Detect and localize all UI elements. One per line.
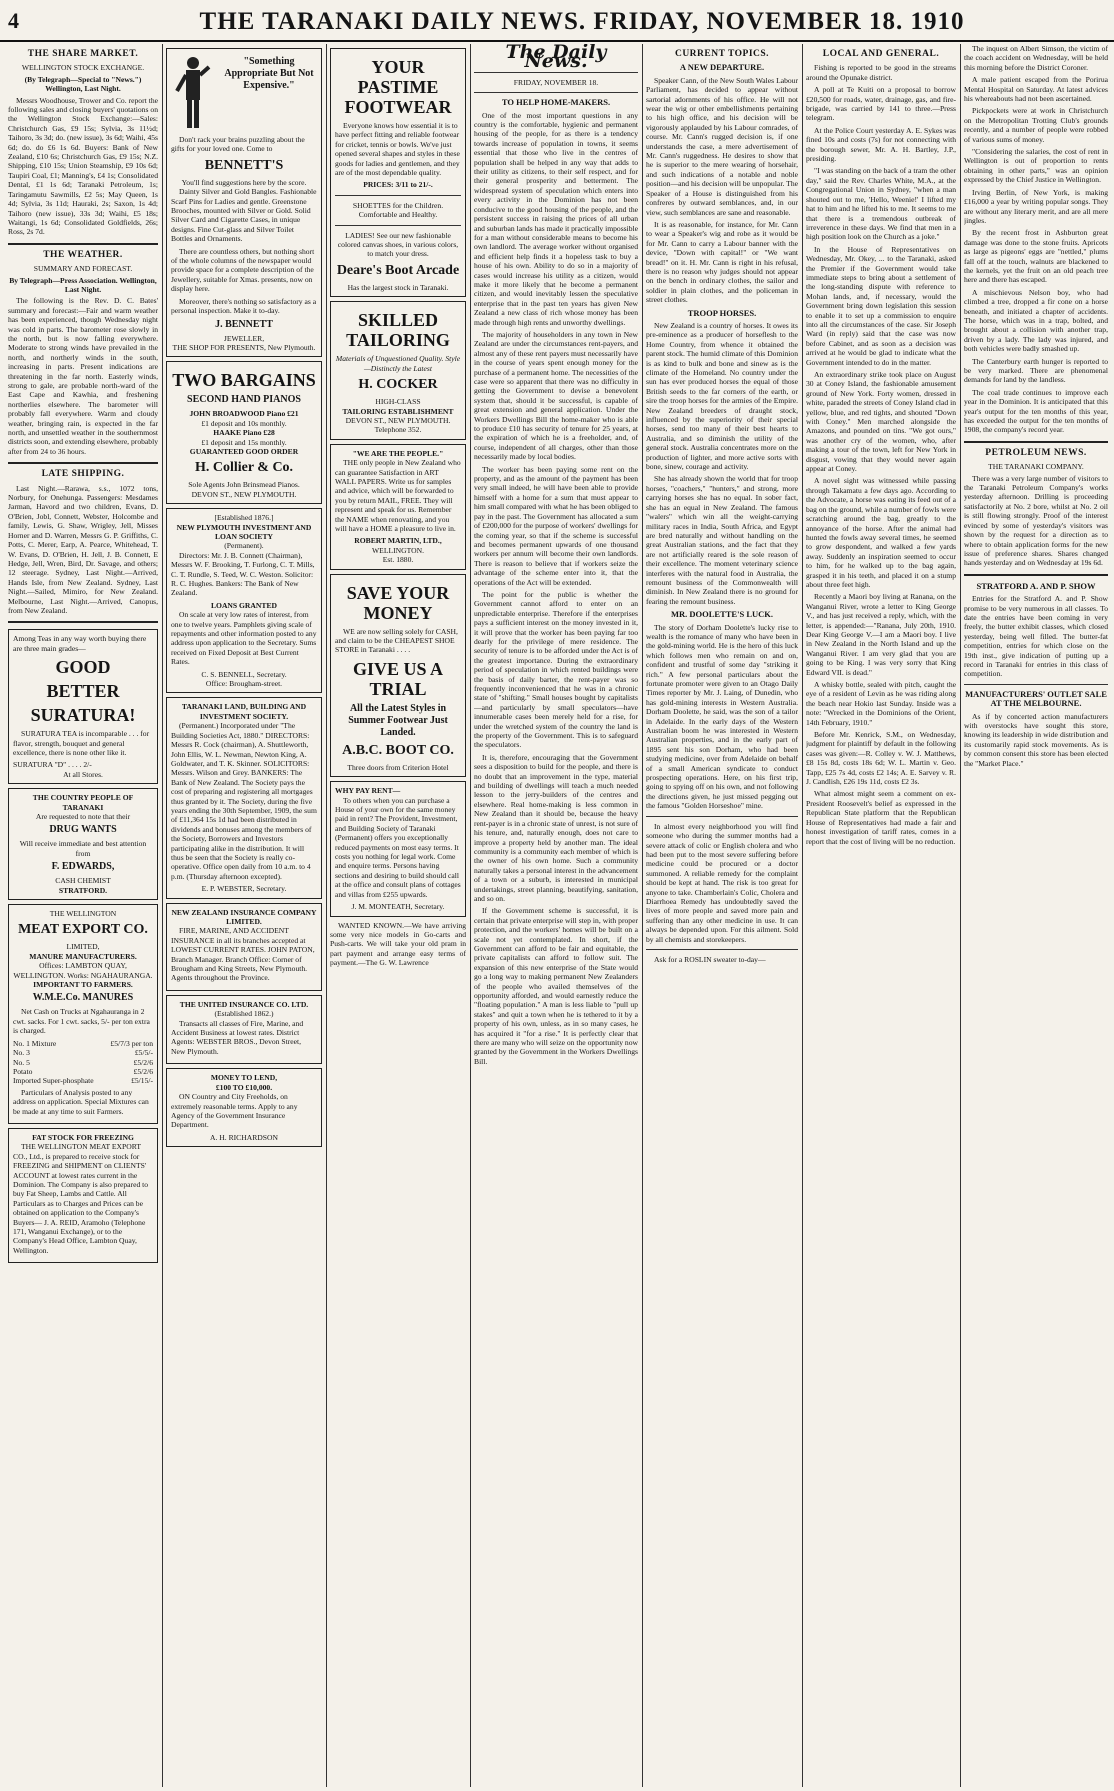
news-paragraph: A novel sight was witnessed while passing through Takamatu a few days ago. According to the Advocate, a horse was eating its feed out of a bag on the ground, while a number of fowls were scratching around the bag, greatly to the annoyance of the horse. After the animal had hunted the fowls away several times, he seemed to grow despondent, and walked a few yards away. Suddenly an inspiration seemed to occur to him, for he walked up to the bag again, grasped it in his teeth, and placed it on a stump about three feet high. <box>806 476 956 589</box>
news-paragraph: Recently a Maori boy living at Ranana, on the Wanganui River, wrote a letter to King George V., and has just received a reply, which, with the letter, is appended:—"Ranana, July 20th, 1910. Dear King George V.—I am a Maori boy. I live in New Zealand in the North Island and up the Wanganui River. I am very glad that you are going to be King. I was very sorry that King Edward VII. is dead." <box>806 592 956 677</box>
bennett-visit: Moreover, there's nothing so satisfactory as a personal inspection. Make it to-day. <box>171 296 317 316</box>
share-market-body: Messrs Woodhouse, Trower and Co. report the following sales and closing buyers' quotations on the Wellington Stock Exchange:—Sales: Christchurch Gas, £9 15s; Sylvia, 3s 11½d; Taihoro, 3s 3d; do. (new issue), 3s 6d; Waihi, 45s 6d; do. do £6 1s 6d. Buyers: Bank of New Zealand, £10 6s; Christchurch Gas, £9 15s; N.Z. Shipping, £10 15s; Union Steamship, £9 10s 6d; Taupiri Coal, £1; Manning's, £4 1s; Consolidated Dental, £1 1s 6d; Taranaki Petroleum, 1s; Taringamutu Sawmills, £2 5s; May Queen, 1s 4d; Sylvia, 3s 11d; Hauraki, 2s; Saxon, 1s 4d; Taihoro (new issue), 33s 3d; Waihi, £5 18s; Waitangi, 1s 6d; Consolidated Goldfields, 26s; Ross, 2s 7d. <box>8 95 158 237</box>
news-paragraph: A whisky bottle, sealed with pitch, caught the eye of a resident of Levin as he was riding along the beach near Hokio last Sunday. Inside was a note: "Wrecked in the Dominions of the Orient, 14th February, 1910." <box>806 680 956 727</box>
shipping-heading: LATE SHIPPING. <box>41 469 125 480</box>
robert-martin-ad <box>330 444 466 570</box>
save-title: SAVE YOUR MONEY <box>346 582 450 623</box>
column-4 <box>474 44 638 1787</box>
weather-subheading: SUMMARY AND FORECAST. <box>33 264 133 274</box>
editorial-heading: TO HELP HOME-MAKERS. <box>501 97 611 108</box>
sale-heading: MANUFACTURERS' OUTLET SALE AT THE MELBOURNE. <box>965 688 1107 709</box>
editorial-paragraph: The worker has been paying some rent on the property, and as the amount of the payment has been very small indeed, he will have been able to provide himself with a home for a sum that must appear to him small compared with what he has been obliged to pay in the past. The Government has allocated a sum of £200,000 for the purpose of workers' dwellings for the coming year, so that if the scheme is successful and becomes permanent upwards of one thousand workers per annum will become their own landlords. There is reason to believe that if workers seize the advantage of the scheme enter into it, that the operations of the Act will be extended. <box>474 464 638 587</box>
deare-stock: Has the largest stock in Taranaki. <box>347 282 449 292</box>
local-general-heading: LOCAL AND GENERAL. <box>822 49 940 59</box>
footwear-shoettes: SHOETTES for the Children. Comfortable and Healthy. <box>352 200 444 220</box>
rm-name: ROBERT MARTIN, LTD., <box>354 536 442 546</box>
column-1 <box>8 44 158 1787</box>
npis-loans-body: On scale at very low rates of interest, from one to twelve years. Pamphlets giving scale of repayments and other information posted to any address upon application to the Secretary. Sums received on Fixed Deposit at Best Current Rates. <box>171 610 317 667</box>
current-topics-heading: CURRENT TOPICS. <box>674 49 770 59</box>
money-body: ON Country and City Freeholds, on extremely reasonable terms. Apply to any Agency of the Government Insurance Department. <box>171 1092 298 1130</box>
piano-sub: SECOND HAND PIANOS <box>187 394 301 406</box>
news-paragraph: What almost might seem a comment on ex-President Roosevelt's belief as expressed in the Republican State platform that the Republican House of Representatives had made a fair and honest investigation of tariff rates, comes in a report that the cost of living will be no reduction. <box>806 789 956 846</box>
share-market-dateline: (By Telegraph—Special to "News.") Wellington, Last Night. <box>24 74 142 94</box>
sale-body: As if by concerted action manufacturers with overstocks have sought this store, knowing its leadership in wide distribution and its customarily rapid stock movements. As is by common consent this store has been elected the "Market Place." <box>964 711 1108 768</box>
npis-permanent: (Permanent). <box>224 541 264 551</box>
topic-paragraph: In almost every neighborhood you will find someone who during the summer months had a severe attack of colic or English cholera and who had been put to the most severe suffering before medicine could be procured or a doctor summoned. A reliable remedy for the complaint should be kept at hand. The risk is too great for anyone to take. Chamberlain's Colic, Cholera and Diarrhoea Remedy has undoubtedly saved the lives of more people and saved more pain and suffering than any other medicine in use. It can always be depended upon. For this ailment. Sold by all chemists and storekeepers. <box>646 821 798 944</box>
column-rule <box>470 44 471 1787</box>
meat-prices: Net Cash on Trucks at Ngahauranga in 2 cwt. sacks. For 1 cwt. sacks, 5/- per ton extra is charged. <box>13 1007 150 1036</box>
divider <box>335 195 461 196</box>
abc-name: A.B.C. BOOT CO. <box>342 742 454 758</box>
suratura-stores: At all Stores. <box>63 769 103 779</box>
masthead <box>0 0 1114 42</box>
topic-paragraph: Speaker Cann, of the New South Wales Labour Parliament, has decided to appear without sartorial adornments of his office. He will not wear the wig or other embellishments pertaining to his high office, and his decision will be vigorously applauded by his Labour comrades, of course. Mr. Cann's rugged decision is, if one understands the case, a mere advertisement of Mr. Cann's ruggedness. He desires to show that he is superior to the mere wearing of horsehair, and such indications of a notable and noble position—and his decision will be unpopular. The Speaker of a House is distinguished from his confreres by outward semblances, and, in our view, such semblances are sane and reasonable. <box>646 75 798 217</box>
suratura-ad <box>8 629 158 784</box>
bennett-find: You'll find suggestions here by the score. <box>181 177 307 187</box>
money-title: MONEY TO LEND, <box>210 1073 278 1083</box>
petroleum-body: There was a very large number of visitors to the Taranaki Petroleum Company's works yesterday afternoon. Drilling is proceeding satisfactorily at No. 2 bore, whilst at No. 2 oil is still flowing strongly. Proof of the interest evinced by some of yesterday's visitors was shown by the request for a direction as to where to obtain application forms for the new issue of preference shares. Shares changed hands yesterday and on Wednesday at 19s 6d. <box>964 473 1108 568</box>
news-paragraph: The inquest on Albert Simson, the victim of the coach accident on Wednesday, will be held this morning before the District Coroner. <box>964 44 1108 72</box>
tlbi-title: TARANAKI LAND, BUILDING AND INVESTMENT SOCIETY. <box>181 702 307 721</box>
show-heading: STRATFORD A. AND P. SHOW <box>976 580 1096 591</box>
news-paragraph: By the recent frost in Ashburton great damage was done to the stone fruits. Apricots as large as pigeons' eggs are "nettled," plums fall off at the touch, walnuts are blackened to the kernels, yet the fruit on an old peach tree here and there has escaped. <box>964 228 1108 285</box>
man-figure-icon <box>171 53 215 131</box>
weather-dateline: By Telegraph—Press Association. Wellington, Last Night. <box>9 275 157 294</box>
bennett-name: BENNETT'S <box>204 157 284 173</box>
wanted-known: WANTED KNOWN.—We have arriving some very nice models in Go-carts and Push-carts. We will take your old pram in part payment and arrange easy terms of payment.—The G. W. Lawrence <box>330 920 466 968</box>
tailoring-title: SKILLED TAILORING <box>346 310 450 351</box>
fat-stock-title: FAT STOCK FOR FREEZING <box>32 1132 134 1142</box>
footwear-title: YOUR PASTIME FOOTWEAR <box>344 57 452 117</box>
weather-heading: THE WEATHER. <box>43 249 123 260</box>
united-insurance-ad <box>166 995 322 1064</box>
editorial-paragraph: If the Government scheme is successful, it is certain that private enterprise will step in, with proper protection, and the workers' homes will be built on a scale not yet contemplated. In short, if the Government can afford to be fair and equitable, the private capitalists can afford to follow suit. The expansion of this new enterprise of the State would go a long way to making permanent New Zealanders of the people who availed themselves of the opportunity afforded, and would earnestly reduce the "floating population." A man is less liable to "pull up stakes" and quit a town when he is tethered to it by a property of his own, unless, as in so many cases, he has acquired it "for a rise." It is perfectly clear that there are many who will seize on the opportunity now granted by the Government in the Workers Dwellings Bill. <box>474 906 638 1066</box>
news-paragraph: "Considering the salaries, the cost of rent in Wellington is out of proportion to rents obtaining in other parts," was an opinion expressed by the Chief Justice in Wellington. <box>964 147 1108 185</box>
edwards-town: STRATFORD. <box>58 885 108 895</box>
petroleum-subheading: THE TARANAKI COMPANY. <box>988 462 1084 472</box>
tailoring-body: Materials of Unquestioned Quality. Style—Distinctly the Latest <box>335 354 461 373</box>
cocker-name: H. COCKER <box>358 377 438 393</box>
money-range: £100 TO £10,000. <box>215 1082 273 1092</box>
bennett-slogan: "Something Appropriate But Not Expensive." <box>224 56 314 91</box>
edwards-drug-wants: DRUG WANTS <box>49 824 117 836</box>
npis-loans: LOANS GRANTED <box>210 600 278 610</box>
show-body: Entries for the Stratford A. and P. Show promise to be very numerous in all classes. To date the entries have been coming in very freely, the butter exhibit classes, which closed yesterday, being well filled. The butter-fat competition, entries for which close on the 19th inst., give indication of putting up a record in Taranaki for entries in this class of competition. <box>964 594 1108 679</box>
bennett-signature-3: THE SHOP FOR PRESENTS, New Plymouth. <box>172 342 316 352</box>
editorial-paragraph: The point for the public is whether the Government cannot afford to enter on an unpredictable enterprise. Therefore if the enterprises pays a sufficient interest on the money invested in it, it will prove that the worker has been paying far too dearly for the privilege of mere residence. The security of tenure is to be afforded under the Act is of the greatest importance. During the extraordinary period of speculation in which rented buildings were the basis of daily barter, the rent-payer was so frequently inconvenienced that he was in a chronic state of "shifting." Small houses bought by capitalists—and particularly by small speculators—have innumerable cases been merely held for a rise, for under the wretched system of the country the land is the property of the Government. This is to safeguard the speculators. <box>474 589 638 750</box>
rent-ad <box>330 781 466 916</box>
npis-body: Directors: Mr. J. B. Connett (Chairman), Messrs W. F. Brooking, T. Furlong, C. T. Mills, C. T. Rundle, S. Teed, W. C. Weston. Solicitor: R. C. Hughes. Bankers: The Bank of New Zealand. <box>171 550 315 598</box>
bennett-more: There are countless others, but nothing short of the whole columns of the newspaper would provide space for a complete description of the Jewellery, suitable for Xmas. presents, now on display here. <box>171 246 315 294</box>
column-7 <box>964 44 1108 1787</box>
column-2 <box>166 44 322 1787</box>
list-item: No. 5 £5/2/6 <box>13 1057 153 1067</box>
list-item: No. 3 £5/5/- <box>13 1048 153 1058</box>
column-5 <box>646 44 798 1787</box>
divider <box>646 949 798 950</box>
save-body: WE are now selling solely for CASH, and claim to be the CHEAPEST SHOE STORE in Taranaki . . . . <box>335 626 458 655</box>
petroleum-heading: PETROLEUM NEWS. <box>985 447 1087 458</box>
news-paragraph: Irving Berlin, of New York, is making £16,000 a year by writing popular songs. They are without any literary merit, and are all mere jingles. <box>964 187 1108 225</box>
editorial-date: FRIDAY, NOVEMBER 18. <box>513 77 599 87</box>
divider <box>964 574 1108 576</box>
suratura-better: BETTER <box>46 681 120 702</box>
divider <box>646 816 798 817</box>
news-paragraph: Fishing is reported to be good in the streams around the Opunake district. <box>806 63 956 82</box>
edwards-ad <box>8 788 158 900</box>
editorial-paragraph: The majority of householders in any town in New Zealand are under the circumstances rent-payers, and almost any of these rent payers must necessarily have in the course of years spent enough money for the purchase of a permanent home. The necessities of the case were so apparent that there was no difficulty in getting the Government to devise a benevolent system that, should it be successful, is capable of great extension and general application. Under the Workers Dwellings Bill the home-maker who is able to produce £10 has security of tenure for 25 years, at the expiration of which he is a freeholder, and, of course, independent of all charges, other than those necessarily made by local bodies. <box>474 329 638 462</box>
column-6 <box>806 44 956 1787</box>
topic-heading: MR. DOOLETTE'S LUCK. <box>670 609 774 620</box>
piano-2-deposit: £1 deposit and 15s monthly. <box>201 437 287 447</box>
page-number: 4 <box>8 8 19 33</box>
news-paragraph: In the House of Representatives on Wednesday, Mr. Okey, ... to the Taranaki, asked the Premier if the Government would take immediate steps to bring about a settlement of the long-standing dispute with reference to Mohan lands, and, if necessary, would the Government bring down legislation this session to enable it to set up a commission to enquire into all the circumstances of the case. Sir Joseph Ward (in reply) said that the case was now before Cabinet, and as soon as a decision was arrived at he would be glad to indicate what the Government intended to do in the matter. <box>806 244 956 367</box>
bennett-signature: J. BENNETT <box>215 318 273 330</box>
shipping-body: Last Night.—Rarawa, s.s., 1072 tons, Norbury, for Onehunga. Passengers: Mesdames Jarman, Havord and two children, Evans, D. O'Brien, Jobl, Connett, Webster, Holcombe and family, Lewis, G. Shaw, Wrigley, Jell, Misses Horner and D. Warren, Messrs G. P. Griffiths, C. Potts, C. Merer, Earp, A. Pearce, Whitehead, T. W. Evans, D. O'Brien, H. Jell, J. B. Connett, E Hedge, Jell, Wren, Bird, Dr. Savage, and others; 12 steerage. Sydney, Last Night.—Arrived, Hands Isle, from New Zealand. Sydney, Last Night.—Sailed, Mimiro, for New Zealand. Melbourne, Last Night.—Arrived, Canopus, from New Zealand. <box>8 483 158 615</box>
nzi-title: NEW ZEALAND INSURANCE COMPANY LIMITED. <box>171 907 317 926</box>
cocker-address: DEVON ST., NEW PLYMOUTH. <box>345 415 451 425</box>
topic-paragraph: She has already shown the world that for troop horses, "coachers," "hunters," and strong, more carrying horses she has no equal. In sober fact, she has an equal in New Zealand. The famous "walers" which win all the weight-carrying military races in India, South Africa, and Egypt are bred naturally and without handling on the great Australian stations, and the fact that they are not artificially reared is the sole reason of their excellence. The moment veterinary science interferes with the natural food in Australia, the remount business of the Commonwealth will diminish. In New Zealand there is no ground for fearing the remount business. <box>646 474 798 606</box>
piano-1-deposit: £1 deposit and 10s monthly. <box>201 418 287 428</box>
list-item: Potato £5/2/6 <box>13 1066 153 1076</box>
news-paragraph: Pickpockets were at work in Christchurch on the Metropolitan Trotting Club's grounds recently, and a number of people were robbed of various sums of money. <box>964 106 1108 144</box>
deare-name: Deare's Boot Arcade <box>336 262 460 278</box>
column-rule <box>960 44 961 1787</box>
news-paragraph: Before Mr. Kenrick, S.M., on Wednesday, judgment for plaintiff by default in the following cases was given:—R. Colley v. W. J. Matthews, £8 15s 8d, costs 18s 6d; W. L. Martin v. Geo. Tapp, £25 7s 4d, costs £2 14s; A. E. Sarvey v. R. J. Candlish, £26 19s 11d, costs £2 3s. <box>806 730 956 787</box>
news-paragraph: The coal trade continues to improve each year in the Dominion. It is anticipated that this year's output for the ten months of this year, has exceeded the output for the ten months of 1908, the company's record year. <box>964 387 1108 435</box>
editorial-flag: The Daily News. <box>505 44 607 73</box>
divider <box>964 441 1108 443</box>
footwear-prices: PRICES: 3/11 to 21/-. <box>363 180 433 190</box>
news-paragraph: A mischievous Nelson boy, who had climbed a tree, dropped a fir cone on a horse beneath, and initiated a chapter of accidents. The horse, which was in a trap, bolted, and brought about a collision with another trap, driven by a lady. The lady was injured, and both vehicles were badly smashed up. <box>964 287 1108 354</box>
nzi-body: FIRE, MARINE, AND ACCIDENT INSURANCE in all its branches accepted at LOWEST CURRENT RATES. JOHN PATON, Branch Manager. Branch Office: Corner of Brougham and King Streets, New Plymouth. Agents throughout the Province. <box>171 926 315 983</box>
suratura-d-price: SURATURA "D" . . . . 2/- <box>13 760 92 770</box>
bennett-signature-2: JEWELLER, <box>223 333 265 343</box>
land-building-society-ad <box>166 697 322 898</box>
edwards-text-1: Are requested to note that their <box>35 812 131 821</box>
footwear-body: Everyone knows how essential it is to have perfect fitting and reliable footwear for cricket, tennis or bowls. We've just opened several shapes and styles in these goods for ladies and gentlemen, and they are of the most dependable quality. <box>335 121 460 178</box>
topic-heading: A NEW DEPARTURE. <box>679 62 765 73</box>
meat-ltd: LIMITED, <box>66 942 100 952</box>
column-rule <box>326 44 327 1787</box>
roslin-note: Ask for a ROSLIN sweater to-day— <box>654 954 766 964</box>
tlbi-body: (Permanent.) Incorporated under "The Building Societies Act, 1880." DIRECTORS: Messrs R. Cock (chairman), A. Shuttleworth, John Ellis, W. L. Newman, Newton King, A. Goldwater, and T. K. Skinner. SOLICITORS: Messrs. Wilson and Grey. BANKERS: The Bank of New Zealand. The Society pays the cost of preparing and registering all mortgages thus granted by it. The Society, during the five years ending the 30th September, 1909, the sum of £11,364 15s 1d had been distributed in dividends and bonuses among the members of the Society, Borrowers and Investors participating alike in the distribution. It will thus be seen that the Society is really co-operative. Office open daily from 10 a.m. to 4 p.m. (Thursday afternoon excepted). <box>171 721 317 881</box>
suratura-good: GOOD <box>55 657 111 678</box>
meat-price-list <box>13 1039 153 1086</box>
meat-name: MEAT EXPORT CO. <box>18 922 148 938</box>
share-market-subheading: WELLINGTON STOCK EXCHANGE. <box>21 63 145 73</box>
column-rule <box>642 44 643 1787</box>
divider <box>8 621 158 623</box>
edwards-heading: THE COUNTRY PEOPLE OF TARANAKI <box>32 793 134 812</box>
divider <box>964 684 1108 685</box>
rm-slogan: "WE ARE THE PEOPLE." <box>352 448 444 458</box>
weather-body: The following is the Rev. D. C. Bates' summary and forecast:—Fair and warm weather has been experienced, though Wednesday night was cold in parts. The barometer rose slowly in the north, but is now falling everywhere. Moderate to strong winds have prevailed in the north, and northerly winds in the south, increasing in parts. Present indications are threatening in the far north. Easterly winds, strong to gale, are probable north-ward of the East Cape and Kawhia, and freshening northerlies elsewhere. The barometer will probably fall everywhere. Warm and cloudy weather, bringing rain, is expected in the far north, and unsettled weather in the southernmost districts soon, and extending elsewhere, probably after from 24 to 36 hours. <box>8 296 158 456</box>
topic-paragraph: New Zealand is a country of horses. It owes its pre-eminence as a producer of horseflesh to the Home Country, from whence it obtained the parent stock. The humid climate of this Dominion is as kind to bulk and bone and sinew as is the climate of the Homeland. No country under the sun has ever produced horses the equal of those British seeds to the far corners of the earth, or sire the troop horses for the armies of the Empire. New Zealand breeders of draught stock, influenced by the superiority of their special horses, send too many of their best hearts to Australia, and so diminish the utility of the general stock. Australia concentrates more on the production of lighter, and more active sorts with bone, sinew, courage and activity. <box>646 320 798 472</box>
suratura-body: SURATURA TEA is incomparable . . . for flavor, strength, bouquet and general excellence, there is none other like it. <box>13 729 150 757</box>
give-title: GIVE US A TRIAL <box>352 658 444 699</box>
topic-paragraph: The story of Dorham Doolette's lucky rise to wealth is the romance of many who have been in the gold-mining world. He is the hero of this luck which follows men who remain on and on, confident and trustful of some day "striking it rich." A few personal particulars about the fortunate promoter were given to an Otago Daily Times reporter by Mr. J. Laing, of Dunedin, who has gold-mining interests in Western Australia. Dorham Doolette, he said, was the son of a tailor in Adelaide. In the early days of the Western Australian boom he was interested in Western Australian properties, and in the early part of 1895 sent his son Dorham, who had been studying medicine, over from Adelaide on behalf of a small American syndicate to conduct prospecting operations. Here, on his first trip, going to spying off on his own, and not following the directions given, he just missed pegging out the famous "Golden Horseshoe" mine. <box>646 622 798 811</box>
news-paragraph: At the Police Court yesterday A. E. Sykes was fined 10s and costs (7s) for not connecting with the borough sewer, Mr. A. H. Bartley, J.P., presiding. <box>806 125 956 164</box>
divider <box>474 92 638 93</box>
piano-1: JOHN BROADWOOD Piano £21 <box>189 409 299 419</box>
edwards-text-3: Will receive immediate and best attention from <box>19 839 147 858</box>
footwear-ladies: LADIES! See our new fashionable colored canvas shoes, in various colors, to match your dress. <box>337 230 459 259</box>
fat-stock-ad <box>8 1128 158 1263</box>
topic-heading: TROOP HORSES. <box>687 307 757 318</box>
give-body: All the Latest Styles in Summer Footwear Just Landed. <box>348 702 448 738</box>
piano-title: TWO BARGAINS <box>172 370 316 391</box>
edwards-role: CASH CHEMIST <box>55 876 111 886</box>
npis-secretary: C. S. BENNELL, Secretary. <box>201 669 287 679</box>
share-market-heading: THE SHARE MARKET. <box>27 49 139 59</box>
uic-established: (Established 1862.) <box>214 1009 274 1019</box>
tlbi-secretary: E. P. WEBSTER, Secretary. <box>201 884 287 894</box>
news-paragraph: "I was standing on the back of a tram the other day," said the Rev. Charles White, M.A., at the Congregational Union in Sydney, "when a man shouted out to me, 'Hello, Weenie!' I lifted my hat to him and he lifted his to me. It seems to me that there is a tremendous outbreak of irreverence in these days. We find that men in a high position look on the Church as a joke." <box>806 166 956 242</box>
money-to-lend-ad <box>166 1068 322 1147</box>
uic-body: Transacts all classes of Fire, Marine, and Accident Business at lowest rates. District Agents: WEBSTER BROS., Devon Street, New Plymouth. <box>171 1018 304 1056</box>
established: [Established 1876.] <box>214 513 274 523</box>
investment-society-ad <box>166 508 322 693</box>
cocker-establishment: TAILORING ESTABLISHMENT <box>342 406 454 416</box>
news-paragraph: The Canterbury earth hunger is reported to be very marked. There are phenomenal demands for land by the landless. <box>964 356 1108 385</box>
cocker-grade: HIGH-CLASS <box>375 397 421 407</box>
npis-office: Office: Brougham-street. <box>205 679 283 689</box>
divider <box>8 243 158 245</box>
rm-established: Est. 1880. <box>382 555 414 565</box>
divider <box>335 225 461 226</box>
meat-offices: Offices: LAMBTON QUAY, WELLINGTON. Works: NGAHAURANGA. <box>13 961 153 980</box>
meat-important: IMPORTANT TO FARMERS. <box>33 980 133 990</box>
news-paragraph: An extraordinary strike took place on August 30 at Coney Island, the fashionable amusement ground of New York. Forty women, dressed in white, paraded the streets of Coney Island clad in yellow, blue, and red tights, and shouted "Down with Coney." Men marched alongside the Amazons, and pounded on tins. "We got ours," was another cry of the women, who, after making a tour of the town, left for New York in disgust, vowing that they would never again appear at Coney. <box>806 370 956 474</box>
fat-stock-body: THE WELLINGTON MEAT EXPORT CO., Ltd., is prepared to receive stock for FREEZING and SHIPMENT on CLIENTS' ACCOUNT at lowest rates current in the Dominion. The Company is also prepared to buy Fat Sheep, Lambs and Cattle. All Particulars as to Charges and Prices can be obtained on application to the Company's Buyers— J. A. REID, Aramoho (Telephone 171, Wanganui Exchange), or to the Company's Head Office, Lambton Quay, Wellington. <box>13 1142 149 1255</box>
suratura-intro: Among Teas in any way worth buying there are three main grades— <box>13 634 147 653</box>
footwear-ad <box>330 48 466 297</box>
meat-manures: W.M.E.Co. MANURES <box>32 992 134 1004</box>
news-paragraph: A poll at Te Kuiti on a proposal to borrow £20,500 for roads, water, drainage, gas, and fire-brigade, was carried by 141 to three.—Press telegram. <box>806 85 956 123</box>
editorial-paragraph: One of the most important questions in any country is the comfortable, hygienic and permanent housing of the people, for as there is a tendency towards increase of population in towns, it seems essential that those who live in the centres of population shall be helped in any way that adds to their utility as citizens, to their self respect, and for their general prosperity and betterment. The widespread system of speculation which enters into every activity in the Dominion has not been conducive to the good housing of the people, and the persistent success in raising the prices of all urban and suburban lands has made it practically impossible for a man without considerable means to become his own landlord. The average worker without organised and efficient help finds it a hopeless task to buy a house of his own. Ability to do so in a majority of cases would increase his utility as a citizen, would make it more likely that he become a permanent citizen, and would inevitably lessen the speculative enterprise that in the past ten years has given New Zealand a new class of rich whose money has been made through high rents and unworthy dwellings. <box>474 110 638 327</box>
rent-signature: J. M. MONTEATH, Secretary. <box>351 902 445 912</box>
edwards-name: F. EDWARDS, <box>51 861 115 873</box>
meat-role: MANURE MANUFACTURERS. <box>29 951 137 961</box>
list-item: No. 1 Mixture £5/7/3 per ton <box>13 1038 153 1048</box>
rm-town: WELLINGTON. <box>372 545 424 555</box>
nz-insurance-ad <box>166 903 322 991</box>
piano-ad <box>166 361 322 504</box>
news-paragraph: A male patient escaped from the Porirua Mental Hospital on Saturday. At latest advices his whereabouts had not been ascertained. <box>964 75 1108 104</box>
collier-agents: Sole Agents John Brinsmead Pianos. <box>188 480 300 490</box>
suratura-best: SURATURA! <box>30 705 136 726</box>
bennett-ad <box>166 48 322 357</box>
newspaper-title: THE TARANAKI DAILY NEWS. FRIDAY, NOVEMBER 18. 1910 <box>199 8 965 35</box>
collier-name: H. Collier & Co. <box>194 460 294 476</box>
meat-the: THE WELLINGTON <box>49 909 117 919</box>
divider <box>8 462 158 464</box>
topic-paragraph: It is as reasonable, for instance, for Mr. Cann to wear a Speaker's wig and robe as it would be for Mr. Cann to carry a Labour banner with the device, "Down with capital!" or "We want bread!" on it. H. Mr. Cann is right in his refusal, there is no reason why judges should not appear on the bench in ordinary clothes, the sailor and soldier in plain clothes, and the policeman in street clothes. <box>646 219 798 305</box>
piano-guarantee: GUARANTEED GOOD ORDER <box>189 446 299 456</box>
meat-analysis: Particulars of Analysis posted to any address on application. Special Mixtures can be made at any time to suit Farmers. <box>13 1087 149 1116</box>
column-rule <box>162 44 163 1787</box>
rent-title: WHY PAY RENT— <box>335 786 401 796</box>
rent-body: To others when you can purchase a House of your own for the same money paid in rent? The Provident, Investment, and Building Society of Taranaki (Permanent) offers you exceptionally reduced payments on most easy terms. It costs you nothing for legal work. Come and enquire terms. Persons having sections and desiring to build should call at the office and consult plans of cottages and villas from £255 upwards. <box>335 795 461 899</box>
bennett-lead: Don't rack your brains puzzling about the gifts for your loved one. Come to <box>171 135 305 154</box>
column-3 <box>330 44 466 1787</box>
bennett-items: Dainty Silver and Gold Bangles. Fashionable Scarf Pins for Ladies and gentle. Greenstone Brooches, mounted with Silver or Gold. Solid Silver Card and Cigarette Cases, in unique designs. Fine Cut-glass and Silver Toilet Bottles and Ornaments. <box>171 187 317 244</box>
meat-export-ad <box>8 904 158 1124</box>
abc-location: Three doors from Criterion Hotel <box>347 762 449 772</box>
editorial-paragraph: It is, therefore, encouraging that the Government sees a disposition to build for the people, and there is no doubt that an improvement in the type, material and building of dwellings will teach a much needed lesson to the jerry-builders of the centres and elsewhere. Real home-making is less common in New Zealand than it should be, because the heavy rent-payer is in a chronic state of unrest, is not sure of his tenure, and, naturally enough, does not care to improve a property held by another man. The ideal community is a community each member of which is the owner of his own home. Such a community naturally takes a personal interest in the advancement of a town or a suburb, is interested in municipal undertakings, street planning, beautifying, sanitation, and so on. <box>474 752 638 903</box>
rm-body: THE only people in New Zealand who can guarantee Satisfaction in ART WALL PAPERS. Write us for samples and advice, which will be forwarded to you by return MAIL, FREE. They will represent and speak for us. Remember the NAME when renovating, and you will have a HOME a pleasure to live in. <box>335 458 461 533</box>
uic-title: THE UNITED INSURANCE CO. LTD. <box>179 999 309 1009</box>
column-rule <box>802 44 803 1787</box>
abc-boot-ad <box>330 574 466 778</box>
piano-2: HAAKE Piano £28 <box>213 428 275 438</box>
list-item: Imported Super-phosphate £5/15/- <box>13 1076 153 1086</box>
cocker-telephone: Telephone 352. <box>374 425 422 435</box>
tailoring-ad <box>330 301 466 439</box>
money-signature: A. H. RICHARDSON <box>210 1132 278 1142</box>
collier-address: DEVON ST., NEW PLYMOUTH. <box>191 489 297 499</box>
npis-title: NEW PLYMOUTH INVESTMENT AND LOAN SOCIETY <box>176 522 312 541</box>
